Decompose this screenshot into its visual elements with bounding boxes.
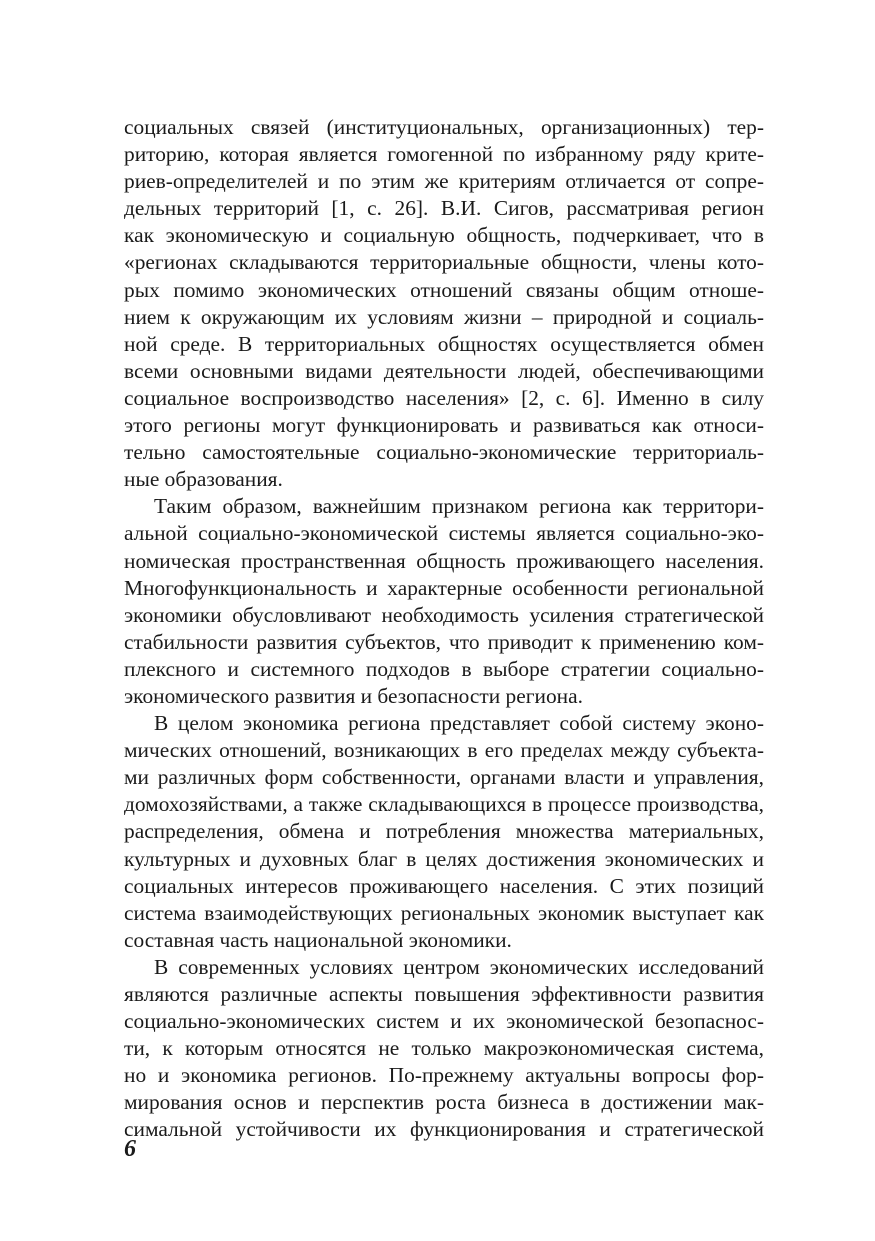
text-line: ной среде. В территориальных общностях осуществляется обмен	[124, 331, 764, 356]
text-line: мирования основ и перспектив роста бизнеса в достижении мак-	[124, 1090, 764, 1115]
text-line: являются различные аспекты повышения эффективности развития	[124, 982, 764, 1006]
paragraph-2	[124, 493, 764, 710]
text-line: всеми основными видами деятельности людей, обеспечивающими	[124, 358, 764, 383]
text-line: экономического развития и безопасности региона.	[124, 683, 583, 708]
text-line: стабильности развития субъектов, что приводит к применению ком-	[124, 629, 764, 654]
paragraph-3	[124, 710, 764, 954]
text-line: система взаимодействующих региональных экономик выступает как	[124, 900, 764, 925]
text-line: риторию, которая является гомогенной по избранному ряду крите-	[124, 142, 764, 167]
text-line: распределения, обмена и потребления множества материальных,	[124, 819, 764, 844]
page-number: 6	[124, 1136, 136, 1162]
text-line: В целом экономика региона представляет собой систему эконо-	[154, 711, 764, 736]
text-line: плексного и системного подходов в выборе стратегии социально-	[124, 656, 764, 681]
text-line: альной социально-экономической системы является социально-эко-	[124, 521, 764, 546]
text-line: риев-определителей и по этим же критериям отличается от сопре-	[124, 169, 764, 194]
text-line: нием к окружающим их условиям жизни – природной и социаль-	[124, 304, 764, 329]
text-line: как экономическую и социальную общность, подчеркивает, что в	[124, 223, 764, 248]
text-line: Таким образом, важнейшим признаком региона как территори-	[154, 494, 764, 519]
text-line: ми различных форм собственности, органами власти и управления,	[124, 765, 764, 790]
text-line: экономики обусловливают необходимость усиления стратегической	[124, 602, 764, 627]
text-line: культурных и духовных благ в целях достижения экономических и	[124, 846, 764, 871]
text-line: симальной устойчивости их функционирования и стратегической	[124, 1117, 764, 1142]
text-line: составная часть национальной экономики.	[124, 927, 512, 952]
text-line: тельно самостоятельные социально-экономические территориаль-	[124, 440, 764, 465]
text-line: В современных условиях центром экономических исследований	[154, 954, 764, 979]
text-line: мических отношений, возникающих в его пределах между субъекта-	[124, 738, 764, 763]
text-line: «регионах складываются территориальные общности, члены кото-	[124, 250, 764, 275]
text-line: социальное воспроизводство населения» [2, с. 6]. Именно в силу	[124, 385, 764, 410]
text-line: социальных связей (институциональных, организационных) тер-	[124, 115, 764, 139]
text-line: Многофункциональность и характерные особенности региональной	[124, 575, 764, 600]
text-line: дельных территорий [1, с. 26]. В.И. Сигов, рассматривая регион	[124, 196, 764, 221]
text-line: этого регионы могут функционировать и развиваться как относи-	[124, 413, 764, 438]
text-line: домохозяйствами, а также складывающихся в процессе производства,	[124, 792, 764, 817]
text-line: рых помимо экономических отношений связаны общим отноше-	[124, 277, 764, 302]
text-line: номическая пространственная общность проживающего населения.	[124, 548, 764, 573]
text-line: но и экономика регионов. По-прежнему актуальны вопросы фор-	[124, 1063, 764, 1088]
body-text	[124, 114, 764, 1144]
paragraph-1	[124, 114, 764, 493]
text-line: ти, к которым относятся не только макроэкономическая система,	[124, 1036, 764, 1061]
paragraph-4	[124, 954, 764, 1144]
text-line: социальных интересов проживающего населения. С этих позиций	[124, 873, 764, 898]
text-line: социально-экономических систем и их экономической безопаснос-	[124, 1009, 764, 1034]
text-line: ные образования.	[124, 467, 283, 492]
